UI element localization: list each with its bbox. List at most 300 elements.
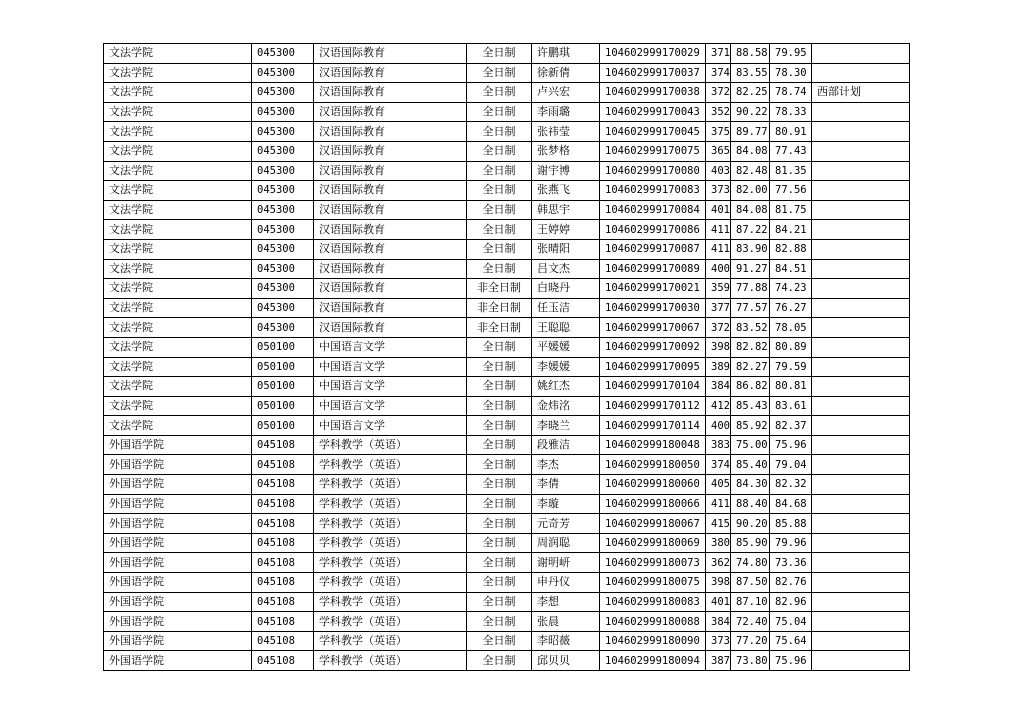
note-cell	[812, 102, 910, 122]
college-cell: 文法学院	[104, 200, 252, 220]
note-cell	[812, 220, 910, 240]
major-name-cell: 学科教学（英语）	[314, 514, 467, 534]
exam-id-cell: 104602999170114	[600, 416, 706, 436]
initial-score-cell: 412	[706, 396, 731, 416]
major-code-cell: 045300	[252, 63, 314, 83]
initial-score-cell: 359	[706, 279, 731, 299]
table-row	[104, 122, 910, 142]
table-row	[104, 337, 910, 357]
study-mode-cell: 全日制	[467, 181, 532, 201]
retest-score-cell: 82.25	[731, 83, 770, 103]
student-name-cell: 李璇	[532, 494, 600, 514]
retest-score-cell: 91.27	[731, 259, 770, 279]
exam-id-cell: 104602999170104	[600, 377, 706, 397]
study-mode-cell: 全日制	[467, 122, 532, 142]
exam-id-cell: 104602999170095	[600, 357, 706, 377]
student-name-cell: 徐新倩	[532, 63, 600, 83]
table-row	[104, 200, 910, 220]
major-name-cell: 汉语国际教育	[314, 161, 467, 181]
retest-score-cell: 83.52	[731, 318, 770, 338]
college-cell: 文法学院	[104, 44, 252, 64]
note-cell	[812, 435, 910, 455]
initial-score-cell: 380	[706, 533, 731, 553]
major-code-cell: 050100	[252, 416, 314, 436]
student-name-cell: 李昭薇	[532, 631, 600, 651]
total-score-cell: 82.88	[770, 239, 812, 259]
initial-score-cell: 362	[706, 553, 731, 573]
college-cell: 外国语学院	[104, 533, 252, 553]
note-cell	[812, 651, 910, 671]
major-code-cell: 045300	[252, 239, 314, 259]
total-score-cell: 75.64	[770, 631, 812, 651]
table-row	[104, 161, 910, 181]
college-cell: 文法学院	[104, 220, 252, 240]
total-score-cell: 82.37	[770, 416, 812, 436]
major-name-cell: 学科教学（英语）	[314, 494, 467, 514]
note-cell	[812, 122, 910, 142]
retest-score-cell: 85.40	[731, 455, 770, 475]
exam-id-cell: 104602999170037	[600, 63, 706, 83]
total-score-cell: 84.21	[770, 220, 812, 240]
total-score-cell: 84.68	[770, 494, 812, 514]
major-name-cell: 汉语国际教育	[314, 44, 467, 64]
student-name-cell: 许鹏琪	[532, 44, 600, 64]
exam-id-cell: 104602999180083	[600, 592, 706, 612]
major-code-cell: 045108	[252, 533, 314, 553]
table-row	[104, 416, 910, 436]
table-body	[104, 44, 910, 671]
student-name-cell: 张梦格	[532, 141, 600, 161]
major-code-cell: 045300	[252, 259, 314, 279]
college-cell: 文法学院	[104, 239, 252, 259]
note-cell	[812, 63, 910, 83]
retest-score-cell: 73.80	[731, 651, 770, 671]
study-mode-cell: 全日制	[467, 377, 532, 397]
retest-score-cell: 82.27	[731, 357, 770, 377]
initial-score-cell: 373	[706, 181, 731, 201]
college-cell: 文法学院	[104, 259, 252, 279]
total-score-cell: 80.91	[770, 122, 812, 142]
exam-id-cell: 104602999180066	[600, 494, 706, 514]
student-name-cell: 任玉洁	[532, 298, 600, 318]
exam-id-cell: 104602999170067	[600, 318, 706, 338]
study-mode-cell: 全日制	[467, 83, 532, 103]
student-name-cell: 王聪聪	[532, 318, 600, 338]
major-name-cell: 中国语言文学	[314, 357, 467, 377]
initial-score-cell: 365	[706, 141, 731, 161]
total-score-cell: 75.04	[770, 612, 812, 632]
study-mode-cell: 全日制	[467, 44, 532, 64]
initial-score-cell: 415	[706, 514, 731, 534]
study-mode-cell: 全日制	[467, 435, 532, 455]
major-code-cell: 050100	[252, 396, 314, 416]
initial-score-cell: 405	[706, 475, 731, 495]
major-name-cell: 学科教学（英语）	[314, 455, 467, 475]
major-name-cell: 中国语言文学	[314, 416, 467, 436]
major-code-cell: 045108	[252, 573, 314, 593]
exam-id-cell: 104602999170080	[600, 161, 706, 181]
initial-score-cell: 352	[706, 102, 731, 122]
college-cell: 外国语学院	[104, 514, 252, 534]
note-cell	[812, 239, 910, 259]
initial-score-cell: 401	[706, 200, 731, 220]
study-mode-cell: 全日制	[467, 396, 532, 416]
study-mode-cell: 全日制	[467, 239, 532, 259]
major-name-cell: 中国语言文学	[314, 377, 467, 397]
retest-score-cell: 77.20	[731, 631, 770, 651]
total-score-cell: 79.04	[770, 455, 812, 475]
initial-score-cell: 403	[706, 161, 731, 181]
total-score-cell: 81.35	[770, 161, 812, 181]
student-name-cell: 李雨璐	[532, 102, 600, 122]
exam-id-cell: 104602999180060	[600, 475, 706, 495]
table-row	[104, 318, 910, 338]
total-score-cell: 79.95	[770, 44, 812, 64]
table-row	[104, 396, 910, 416]
total-score-cell: 79.96	[770, 533, 812, 553]
total-score-cell: 75.96	[770, 651, 812, 671]
college-cell: 文法学院	[104, 83, 252, 103]
retest-score-cell: 82.00	[731, 181, 770, 201]
study-mode-cell: 全日制	[467, 357, 532, 377]
total-score-cell: 82.76	[770, 573, 812, 593]
table-row	[104, 475, 910, 495]
major-name-cell: 汉语国际教育	[314, 200, 467, 220]
major-name-cell: 汉语国际教育	[314, 83, 467, 103]
table-row	[104, 573, 910, 593]
total-score-cell: 80.89	[770, 337, 812, 357]
college-cell: 文法学院	[104, 141, 252, 161]
study-mode-cell: 全日制	[467, 573, 532, 593]
student-name-cell: 邱贝贝	[532, 651, 600, 671]
table-row	[104, 181, 910, 201]
exam-id-cell: 104602999180067	[600, 514, 706, 534]
college-cell: 文法学院	[104, 279, 252, 299]
study-mode-cell: 全日制	[467, 592, 532, 612]
table-row	[104, 102, 910, 122]
student-name-cell: 王婷婷	[532, 220, 600, 240]
table-row	[104, 553, 910, 573]
initial-score-cell: 400	[706, 259, 731, 279]
initial-score-cell: 398	[706, 573, 731, 593]
note-cell	[812, 612, 910, 632]
retest-score-cell: 89.77	[731, 122, 770, 142]
major-name-cell: 学科教学（英语）	[314, 631, 467, 651]
student-name-cell: 元奇芳	[532, 514, 600, 534]
major-name-cell: 汉语国际教育	[314, 122, 467, 142]
table-row	[104, 533, 910, 553]
retest-score-cell: 90.22	[731, 102, 770, 122]
note-cell	[812, 514, 910, 534]
student-name-cell: 李晓兰	[532, 416, 600, 436]
study-mode-cell: 全日制	[467, 161, 532, 181]
total-score-cell: 83.61	[770, 396, 812, 416]
student-name-cell: 谢宇博	[532, 161, 600, 181]
college-cell: 外国语学院	[104, 475, 252, 495]
exam-id-cell: 104602999170089	[600, 259, 706, 279]
student-name-cell: 申丹仪	[532, 573, 600, 593]
table-row	[104, 377, 910, 397]
student-name-cell: 李倩	[532, 475, 600, 495]
note-cell	[812, 631, 910, 651]
student-name-cell: 卢兴宏	[532, 83, 600, 103]
table-row	[104, 435, 910, 455]
retest-score-cell: 82.48	[731, 161, 770, 181]
exam-id-cell: 104602999170030	[600, 298, 706, 318]
exam-id-cell: 104602999180048	[600, 435, 706, 455]
total-score-cell: 74.23	[770, 279, 812, 299]
major-code-cell: 050100	[252, 337, 314, 357]
table-row	[104, 455, 910, 475]
note-cell	[812, 475, 910, 495]
total-score-cell: 78.74	[770, 83, 812, 103]
retest-score-cell: 83.55	[731, 63, 770, 83]
study-mode-cell: 全日制	[467, 337, 532, 357]
table-row	[104, 259, 910, 279]
retest-score-cell: 84.30	[731, 475, 770, 495]
major-name-cell: 学科教学（英语）	[314, 612, 467, 632]
study-mode-cell: 全日制	[467, 612, 532, 632]
retest-score-cell: 74.80	[731, 553, 770, 573]
college-cell: 文法学院	[104, 337, 252, 357]
retest-score-cell: 87.10	[731, 592, 770, 612]
college-cell: 文法学院	[104, 377, 252, 397]
major-code-cell: 045300	[252, 141, 314, 161]
study-mode-cell: 全日制	[467, 63, 532, 83]
major-name-cell: 学科教学（英语）	[314, 475, 467, 495]
major-code-cell: 045108	[252, 651, 314, 671]
retest-score-cell: 85.43	[731, 396, 770, 416]
major-name-cell: 汉语国际教育	[314, 259, 467, 279]
initial-score-cell: 411	[706, 239, 731, 259]
major-name-cell: 学科教学（英语）	[314, 553, 467, 573]
college-cell: 文法学院	[104, 416, 252, 436]
exam-id-cell: 104602999180088	[600, 612, 706, 632]
retest-score-cell: 85.92	[731, 416, 770, 436]
exam-id-cell: 104602999170075	[600, 141, 706, 161]
student-name-cell: 周润聪	[532, 533, 600, 553]
retest-score-cell: 83.90	[731, 239, 770, 259]
exam-id-cell: 104602999180050	[600, 455, 706, 475]
exam-id-cell: 104602999170086	[600, 220, 706, 240]
total-score-cell: 75.96	[770, 435, 812, 455]
total-score-cell: 79.59	[770, 357, 812, 377]
exam-id-cell: 104602999170087	[600, 239, 706, 259]
exam-id-cell: 104602999170021	[600, 279, 706, 299]
note-cell	[812, 337, 910, 357]
table-row	[104, 494, 910, 514]
initial-score-cell: 400	[706, 416, 731, 436]
initial-score-cell: 372	[706, 318, 731, 338]
college-cell: 外国语学院	[104, 494, 252, 514]
study-mode-cell: 全日制	[467, 651, 532, 671]
student-name-cell: 张晨	[532, 612, 600, 632]
note-cell	[812, 318, 910, 338]
student-name-cell: 谢明岍	[532, 553, 600, 573]
student-name-cell: 平媛媛	[532, 337, 600, 357]
note-cell	[812, 141, 910, 161]
major-name-cell: 汉语国际教育	[314, 141, 467, 161]
college-cell: 文法学院	[104, 298, 252, 318]
college-cell: 外国语学院	[104, 651, 252, 671]
major-code-cell: 045300	[252, 102, 314, 122]
retest-score-cell: 77.57	[731, 298, 770, 318]
exam-id-cell: 104602999170092	[600, 337, 706, 357]
retest-score-cell: 88.58	[731, 44, 770, 64]
initial-score-cell: 398	[706, 337, 731, 357]
student-name-cell: 李杰	[532, 455, 600, 475]
retest-score-cell: 84.08	[731, 200, 770, 220]
college-cell: 文法学院	[104, 102, 252, 122]
major-code-cell: 045108	[252, 494, 314, 514]
note-cell	[812, 573, 910, 593]
major-name-cell: 学科教学（英语）	[314, 533, 467, 553]
admission-list-table	[103, 43, 910, 671]
total-score-cell: 80.81	[770, 377, 812, 397]
retest-score-cell: 86.82	[731, 377, 770, 397]
major-code-cell: 045108	[252, 592, 314, 612]
note-cell	[812, 161, 910, 181]
note-cell	[812, 357, 910, 377]
college-cell: 外国语学院	[104, 553, 252, 573]
major-name-cell: 学科教学（英语）	[314, 592, 467, 612]
table-row	[104, 612, 910, 632]
initial-score-cell: 377	[706, 298, 731, 318]
student-name-cell: 白晓丹	[532, 279, 600, 299]
retest-score-cell: 85.90	[731, 533, 770, 553]
exam-id-cell: 104602999170083	[600, 181, 706, 201]
study-mode-cell: 全日制	[467, 200, 532, 220]
major-code-cell: 045108	[252, 631, 314, 651]
major-code-cell: 045300	[252, 161, 314, 181]
study-mode-cell: 全日制	[467, 514, 532, 534]
major-code-cell: 045300	[252, 122, 314, 142]
study-mode-cell: 全日制	[467, 631, 532, 651]
retest-score-cell: 82.82	[731, 337, 770, 357]
exam-id-cell: 104602999170112	[600, 396, 706, 416]
student-name-cell: 张祎莹	[532, 122, 600, 142]
retest-score-cell: 87.22	[731, 220, 770, 240]
retest-score-cell: 90.20	[731, 514, 770, 534]
college-cell: 文法学院	[104, 122, 252, 142]
student-name-cell: 姚红杰	[532, 377, 600, 397]
note-cell	[812, 592, 910, 612]
exam-id-cell: 104602999180094	[600, 651, 706, 671]
retest-score-cell: 88.40	[731, 494, 770, 514]
initial-score-cell: 389	[706, 357, 731, 377]
note-cell	[812, 494, 910, 514]
major-name-cell: 汉语国际教育	[314, 102, 467, 122]
initial-score-cell: 371	[706, 44, 731, 64]
initial-score-cell: 374	[706, 63, 731, 83]
major-code-cell: 045108	[252, 475, 314, 495]
total-score-cell: 77.56	[770, 181, 812, 201]
college-cell: 外国语学院	[104, 573, 252, 593]
major-code-cell: 045300	[252, 318, 314, 338]
major-code-cell: 045108	[252, 435, 314, 455]
note-cell	[812, 455, 910, 475]
college-cell: 文法学院	[104, 357, 252, 377]
college-cell: 文法学院	[104, 181, 252, 201]
initial-score-cell: 401	[706, 592, 731, 612]
total-score-cell: 85.88	[770, 514, 812, 534]
exam-id-cell: 104602999170029	[600, 44, 706, 64]
study-mode-cell: 全日制	[467, 494, 532, 514]
major-code-cell: 050100	[252, 357, 314, 377]
total-score-cell: 81.75	[770, 200, 812, 220]
student-name-cell: 李媛媛	[532, 357, 600, 377]
retest-score-cell: 84.08	[731, 141, 770, 161]
table-row	[104, 279, 910, 299]
note-cell	[812, 181, 910, 201]
initial-score-cell: 384	[706, 612, 731, 632]
table-row	[104, 239, 910, 259]
major-code-cell: 045300	[252, 220, 314, 240]
student-name-cell: 金炜洺	[532, 396, 600, 416]
table-row	[104, 631, 910, 651]
major-name-cell: 汉语国际教育	[314, 279, 467, 299]
total-score-cell: 78.33	[770, 102, 812, 122]
exam-id-cell: 104602999170084	[600, 200, 706, 220]
retest-score-cell: 75.00	[731, 435, 770, 455]
major-code-cell: 045300	[252, 181, 314, 201]
table-row	[104, 651, 910, 671]
major-name-cell: 汉语国际教育	[314, 298, 467, 318]
table-row	[104, 220, 910, 240]
student-name-cell: 张晴阳	[532, 239, 600, 259]
note-cell	[812, 416, 910, 436]
total-score-cell: 84.51	[770, 259, 812, 279]
exam-id-cell: 104602999170043	[600, 102, 706, 122]
initial-score-cell: 373	[706, 631, 731, 651]
table-row	[104, 44, 910, 64]
student-name-cell: 吕文杰	[532, 259, 600, 279]
major-name-cell: 汉语国际教育	[314, 63, 467, 83]
student-name-cell: 李想	[532, 592, 600, 612]
table-row	[104, 83, 910, 103]
study-mode-cell: 全日制	[467, 141, 532, 161]
note-cell	[812, 259, 910, 279]
major-code-cell: 045300	[252, 298, 314, 318]
college-cell: 文法学院	[104, 318, 252, 338]
major-name-cell: 汉语国际教育	[314, 181, 467, 201]
major-name-cell: 学科教学（英语）	[314, 435, 467, 455]
major-name-cell: 学科教学（英语）	[314, 573, 467, 593]
exam-id-cell: 104602999170045	[600, 122, 706, 142]
total-score-cell: 82.32	[770, 475, 812, 495]
college-cell: 外国语学院	[104, 435, 252, 455]
retest-score-cell: 72.40	[731, 612, 770, 632]
initial-score-cell: 375	[706, 122, 731, 142]
initial-score-cell: 374	[706, 455, 731, 475]
college-cell: 外国语学院	[104, 631, 252, 651]
college-cell: 外国语学院	[104, 592, 252, 612]
major-code-cell: 045108	[252, 455, 314, 475]
major-name-cell: 汉语国际教育	[314, 318, 467, 338]
major-name-cell: 中国语言文学	[314, 396, 467, 416]
note-cell	[812, 44, 910, 64]
study-mode-cell: 全日制	[467, 102, 532, 122]
total-score-cell: 78.05	[770, 318, 812, 338]
college-cell: 文法学院	[104, 63, 252, 83]
major-code-cell: 045108	[252, 553, 314, 573]
study-mode-cell: 全日制	[467, 475, 532, 495]
student-name-cell: 段雅洁	[532, 435, 600, 455]
note-cell: 西部计划	[812, 83, 910, 103]
college-cell: 外国语学院	[104, 455, 252, 475]
exam-id-cell: 104602999170038	[600, 83, 706, 103]
student-name-cell: 韩思宇	[532, 200, 600, 220]
